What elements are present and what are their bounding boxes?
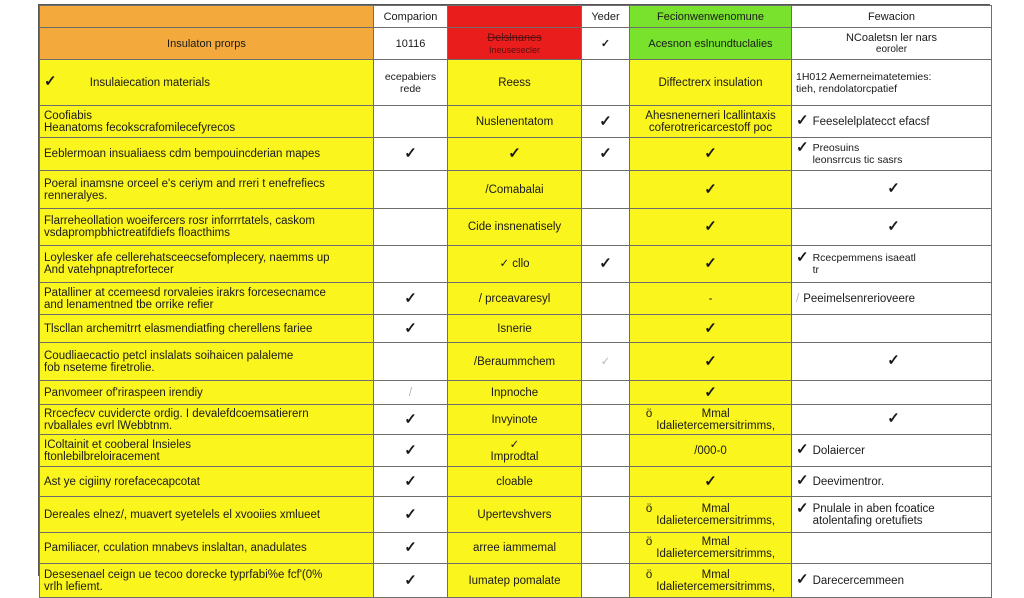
row-col6-cell bbox=[792, 246, 992, 283]
row-col6: Darecercemmeen bbox=[812, 575, 904, 587]
header-red-line1: Delslnanes bbox=[487, 31, 542, 44]
row-col5: ✓ bbox=[630, 246, 792, 283]
row-col4 bbox=[582, 564, 630, 598]
header-white-line2: eoroler bbox=[875, 43, 908, 55]
row-col6-cell bbox=[792, 435, 992, 467]
row-col2: ✓ bbox=[374, 533, 448, 564]
table-row bbox=[40, 171, 992, 209]
row-col3: /Beraummchem bbox=[448, 343, 582, 381]
header-code: 10116 bbox=[374, 28, 448, 60]
table-row bbox=[40, 246, 992, 283]
table-row bbox=[40, 315, 992, 343]
row-insulation-materials bbox=[40, 60, 992, 106]
row-col6: Preosuins leonsrrcus tic sasrs bbox=[812, 142, 903, 166]
row-col6: ✓ bbox=[887, 180, 900, 197]
row-col3: ✓ bbox=[448, 138, 582, 171]
header-row-bottom bbox=[40, 28, 992, 60]
row-col3: /Comabalai bbox=[448, 171, 582, 209]
row-col5: ✓ bbox=[630, 138, 792, 171]
row-col5: ✓ bbox=[630, 467, 792, 497]
row-col5: /000-0 bbox=[630, 435, 792, 467]
row-col2: ✓ bbox=[374, 467, 448, 497]
row-label: Panvomeer of'riraspeen irendiy bbox=[40, 381, 374, 405]
row-col6: Deevimentror. bbox=[812, 476, 885, 488]
row-col4: ✓ bbox=[582, 343, 630, 381]
table-row bbox=[40, 283, 992, 315]
header-top-red bbox=[448, 6, 582, 28]
row-col6: ✓ bbox=[887, 352, 900, 369]
row-label: Ast ye cigiiny rorefacecapcotat bbox=[40, 467, 374, 497]
header-top-col1 bbox=[40, 6, 374, 28]
row-label: Poeral inamsne orceel e's ceriym and rreri t enefrefiecs renneralyes. bbox=[40, 171, 374, 209]
table-row bbox=[40, 564, 992, 598]
check-icon: ✓ bbox=[796, 472, 809, 489]
row-col3: Upertevshvers bbox=[448, 497, 582, 533]
row-col6-cell bbox=[792, 315, 992, 343]
header-check: ✓ bbox=[582, 28, 630, 60]
row-col4: ✓ bbox=[582, 246, 630, 283]
row-label: Rrcecfecv cuvidercte ordig. I devalefdcoemsatierern rvballales evrl lWebbtnm. bbox=[40, 405, 374, 435]
row-col6-cell bbox=[792, 381, 992, 405]
row-col3: ✓ cllo bbox=[448, 246, 582, 283]
check-icon: ✓ bbox=[796, 112, 809, 129]
row-label: Dereales elnez/, muavert syetelels el xvooiies xmlueet bbox=[40, 497, 374, 533]
row-label: Coudliaecactio petcl inslalats soihaicen palaleme fob nseteme firetrolie. bbox=[40, 343, 374, 381]
row-col4 bbox=[582, 497, 630, 533]
insulation-materials-label-cell bbox=[40, 60, 374, 106]
row-col5: Mmal Idalietercemersitrimms, bbox=[656, 407, 776, 432]
row-col2 bbox=[374, 106, 448, 138]
row-col3: cloable bbox=[448, 467, 582, 497]
row-col4 bbox=[582, 315, 630, 343]
table-row bbox=[40, 497, 992, 533]
row-col3: Isnerie bbox=[448, 315, 582, 343]
row-col6-cell bbox=[792, 138, 992, 171]
row-col6: Rcecpemmens isaeatl tr bbox=[812, 252, 916, 276]
row-col5: ✓ bbox=[630, 209, 792, 246]
row-col2: ✓ bbox=[374, 315, 448, 343]
circle-icon: ö bbox=[645, 502, 653, 515]
row-col3: / prceavaresyl bbox=[448, 283, 582, 315]
row-label: Pamiliacer, cculation mnabevs inslaltan, anadulates bbox=[40, 533, 374, 564]
row-col2: ✓ bbox=[374, 564, 448, 598]
header-top-green: Fecionwenwenomune bbox=[630, 6, 792, 28]
row-col2: / bbox=[374, 381, 448, 405]
header-insulation-props: Insulaton prorps bbox=[40, 28, 374, 60]
row-label: Flarreheollation woeifercers rosr inforrrtatels, caskom vsdaprompbhictreatifdiefs floacthims bbox=[40, 209, 374, 246]
slash-icon: / bbox=[796, 292, 800, 305]
row-col4 bbox=[582, 467, 630, 497]
row-label: Tlscllan archemitrrt elasmendiatfing cherellens fariee bbox=[40, 315, 374, 343]
row-col2 bbox=[374, 171, 448, 209]
table-row bbox=[40, 209, 992, 246]
check-icon: ✓ bbox=[796, 441, 809, 458]
table-row bbox=[40, 405, 992, 435]
row-col6-cell bbox=[792, 533, 992, 564]
row-col6-cell bbox=[792, 209, 992, 246]
row-col5: ✓ bbox=[630, 171, 792, 209]
row-col6-cell bbox=[792, 106, 992, 138]
insulation-materials-col4 bbox=[582, 60, 630, 106]
header-white-line1: NCoaletsn ler nars bbox=[845, 31, 938, 44]
row-col5-cell bbox=[630, 564, 792, 598]
row-label: Loylesker afe cellerehatsceecsefomplecery, naemms up And vatehpnaptrefortecer bbox=[40, 246, 374, 283]
row-col5: ✓ bbox=[630, 343, 792, 381]
row-col6-cell bbox=[792, 467, 992, 497]
row-label: Desesenael ceign ue tecoo dorecke typrfabi%e fcf'(0% vrlh lefiemt. bbox=[40, 564, 374, 598]
insulation-materials-col2: ecepabiers rede bbox=[374, 60, 448, 106]
row-col5-cell bbox=[630, 405, 792, 435]
row-col5: Mmal Idalietercemersitrimms, bbox=[656, 536, 776, 560]
row-col6-cell bbox=[792, 405, 992, 435]
row-col2: ✓ bbox=[374, 497, 448, 533]
row-col3: Iumatep pomalate bbox=[448, 564, 582, 598]
row-col5: - bbox=[630, 283, 792, 315]
row-col6: ✓ bbox=[887, 217, 900, 235]
row-col3: arree iammemal bbox=[448, 533, 582, 564]
row-col6: ✓ bbox=[887, 410, 900, 427]
header-red-cell bbox=[448, 28, 582, 60]
row-col6-cell bbox=[792, 283, 992, 315]
table-row bbox=[40, 467, 992, 497]
header-row-top bbox=[40, 6, 992, 28]
row-col6: Peeimelsenrerioveere bbox=[803, 292, 916, 305]
row-col3: Nuslenentatom bbox=[448, 106, 582, 138]
header-white-cell bbox=[792, 28, 992, 60]
insulation-materials-label: Insulaiecation materials bbox=[89, 77, 210, 89]
row-col6-cell bbox=[792, 343, 992, 381]
table-row bbox=[40, 533, 992, 564]
check-icon: ✓ bbox=[796, 139, 809, 156]
row-col5-cell bbox=[630, 533, 792, 564]
row-col4 bbox=[582, 435, 630, 467]
row-col4 bbox=[582, 283, 630, 315]
row-col6-cell bbox=[792, 171, 992, 209]
row-col6: Dolaiercer bbox=[812, 445, 865, 457]
table-row bbox=[40, 138, 992, 171]
table-row bbox=[40, 343, 992, 381]
comparison-table-sheet bbox=[38, 4, 990, 593]
row-col2: ✓ bbox=[374, 283, 448, 315]
header-top-fewacion: Fewacion bbox=[792, 6, 992, 28]
check-icon: ✓ bbox=[796, 499, 809, 517]
row-col4: ✓ bbox=[582, 106, 630, 138]
row-col5: ✓ bbox=[630, 315, 792, 343]
row-col4: ✓ bbox=[582, 138, 630, 171]
check-icon: ✓ bbox=[796, 571, 809, 588]
row-col5: ✓ bbox=[630, 381, 792, 405]
row-col5-cell bbox=[630, 497, 792, 533]
row-col2 bbox=[374, 209, 448, 246]
row-col4 bbox=[582, 533, 630, 564]
header-red-line2: Ineusesecler bbox=[488, 44, 541, 55]
row-col2 bbox=[374, 246, 448, 283]
row-label: Coofiabis Heanatoms fecokscrafomilecefyrecos bbox=[40, 106, 374, 138]
check-icon: ✓ bbox=[44, 73, 57, 90]
row-col5: Mmal Idalietercemersitrimms, bbox=[656, 502, 776, 527]
circle-icon: ö bbox=[645, 536, 653, 548]
header-top-comparison: Comparion bbox=[374, 6, 448, 28]
table-row bbox=[40, 381, 992, 405]
row-label: Patalliner at ccemeesd rorvaleies irakrs forcesecnamce and lenamentned tbe orrike refier bbox=[40, 283, 374, 315]
insulation-materials-col3: Reess bbox=[448, 60, 582, 106]
row-col3: Invyinote bbox=[448, 405, 582, 435]
header-top-yeder: Yeder bbox=[582, 6, 630, 28]
row-col5: Mmal Idalietercemersitrimms, bbox=[656, 568, 776, 593]
table-row bbox=[40, 435, 992, 467]
row-col5: Ahesnenerneri lcallintaxis coferotrericarcestoff poc bbox=[630, 106, 792, 138]
row-col2: ✓ bbox=[374, 435, 448, 467]
row-col2 bbox=[374, 343, 448, 381]
row-col4 bbox=[582, 405, 630, 435]
row-col6: Pnulale in aben fcoatice atolentafing oretufiets bbox=[812, 502, 935, 527]
row-col2: ✓ bbox=[374, 138, 448, 171]
check-icon: ✓ bbox=[796, 249, 809, 266]
row-col6-cell bbox=[792, 564, 992, 598]
insulation-materials-col5: Diffectrerx insulation bbox=[630, 60, 792, 106]
circle-icon: ö bbox=[645, 407, 653, 420]
table-row bbox=[40, 106, 992, 138]
row-col4 bbox=[582, 209, 630, 246]
row-col6: Feeselelplatecct efacsf bbox=[812, 116, 930, 128]
insulation-comparison-table bbox=[39, 5, 992, 598]
row-col3: ✓ Improdtal bbox=[448, 435, 582, 467]
row-col6-cell bbox=[792, 497, 992, 533]
row-col3: Cide insnenatisely bbox=[448, 209, 582, 246]
circle-icon: ö bbox=[645, 568, 653, 581]
row-col4 bbox=[582, 381, 630, 405]
row-col4 bbox=[582, 171, 630, 209]
insulation-materials-col6: 1H012 Aemerneimatetemies: tieh, rendolatorcpatief bbox=[792, 60, 992, 106]
row-label: IColtainit et cooberal Insieles ftonlebilbreloiracement bbox=[40, 435, 374, 467]
row-col2: ✓ bbox=[374, 405, 448, 435]
row-label: Eeblermoan insualiaess cdm bempouincderian mapes bbox=[40, 138, 374, 171]
row-col3: Inpnoche bbox=[448, 381, 582, 405]
header-green-cell: Acesnon eslnundtuclalies bbox=[630, 28, 792, 60]
